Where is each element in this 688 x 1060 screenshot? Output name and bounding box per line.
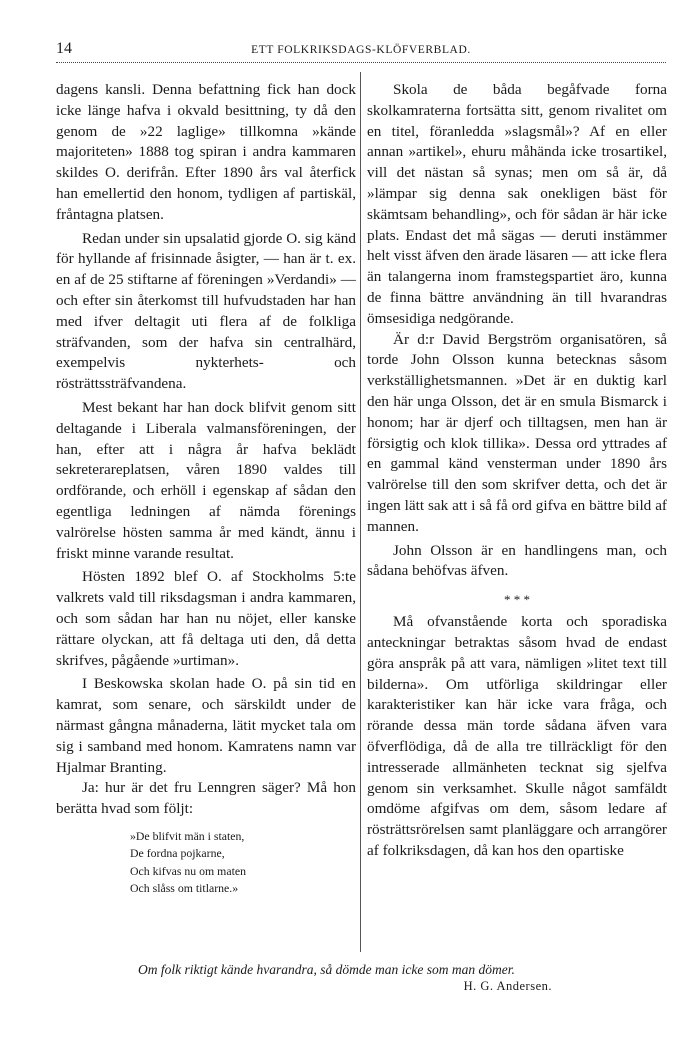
paragraph: dagens kansli. Denna befattning fick han dock icke länge hafva i okvald besittning, ty då den genom de »22 laglige» tillkomna »kände majoriteten» 1888 tog spiran i andra kammaren skildes O. derifrån. Efter 1890 års val återfick han emellertid den honom, tydligen af partiskäl, fråntagna platsen. bbox=[56, 81, 356, 223]
page-header bbox=[56, 40, 666, 63]
left-column bbox=[56, 80, 356, 898]
page-number: 14 bbox=[56, 40, 72, 57]
poem-line: De fordna pojkarne, bbox=[130, 846, 225, 861]
paragraph: Är d:r David Bergström organisatören, så torde John Olsson kunna betecknas såsom verkställighetsmannen. »Det är en duktig karl den här unga Olsson, det är en smula Bismarck i honom; har är djerf och tilltagsen, men han är försigtig och klok tillika». Dessa ord yttrades af en gammal känd vensterman under 1890 års valrörelse till den som skrifver detta, och det är ingen lätt sak att i så få ord gifva en bättre bild af mannen. bbox=[367, 330, 667, 535]
poem-line: Och kifvas nu om maten bbox=[130, 863, 246, 878]
paragraph: Skola de båda begåfvade forna skolkamraterna fortsätta sitt, genom rivalitet om en titel, föranledda »slagsmål»? Af en eller annan »artikel», ehuru måhända icke trosartikel, vill det nästan så synas; men om så är, då »lämpar sig denna sak onekligen bäst för skämtsam behandling», och för sådan är här icke plats. Endast det må sägas — deruti instämmer helt visst äfven den ärade läsaren — att icke flera än talangerna inom framstegspartiet äro, kunna de finna bättre användning än till hvarandras ömsesidiga nedgörande. bbox=[367, 81, 667, 327]
right-column bbox=[367, 80, 667, 862]
poem-line: »De blifvit män i staten, bbox=[130, 828, 245, 843]
paragraph: Mest bekant har han dock blifvit genom sitt deltagande i Liberala valmansföreningen, der han, efter att i några år hafva beklädt sekreterareplatsen, våren 1890 valdes till ordförande, och erhöll i egenskap af sådan den egentliga ledningen af nämda förenings valrörelse hösten samma år med kändt, ännu i friskt minne varande resultat. bbox=[56, 398, 356, 562]
section-separator: * * * bbox=[504, 592, 530, 608]
running-title: ETT FOLKRIKSDAGS-KLÖFVERBLAD. bbox=[251, 44, 471, 56]
footer-author: H. G. Andersen. bbox=[463, 979, 552, 993]
column-divider bbox=[360, 72, 361, 952]
paragraph: Redan under sin upsalatid gjorde O. sig känd för hyllande af frisinnade åsigter, — han är t. ex. en af de 25 stiftarne af föreningen »Verdandi» — och efter sin återkomst till hufvudstaden har han med ifver deltagit uti flera af de folkliga sträfvanden, som der hafva sin centralhärd, exempelvis nykterhets- och rösträttssträfvandena. bbox=[56, 229, 356, 393]
poem-line: Och slåss om titlarne.» bbox=[130, 881, 239, 896]
poem-quote bbox=[130, 828, 356, 898]
paragraph: I Beskowska skolan hade O. på sin tid en kamrat, som senare, och särskildt under de närmast gångna månaderna, lätit mycket tala om sig i samband med honom. Kamratens namn var Hjalmar Branting. bbox=[56, 675, 356, 776]
paragraph: Ja: hur är det fru Lenngren säger? Må hon berätta hvad som följt: bbox=[56, 779, 356, 818]
paragraph: John Olsson är en handlingens man, och sådana behöfvas äfven. bbox=[367, 541, 667, 580]
page-footer bbox=[138, 962, 608, 994]
paragraph: Må ofvanstående korta och sporadiska anteckningar betraktas såsom hvad de endast göra anspråk på att vara, nämligen »litet text till bilderna». Om utförliga skildringar eller karakteristiker kan här icke vara fråga, och rörande dessa män torde sådana äfven vara öfverflödiga, då de alla tre tillräckligt för den intresserade allmänheten tecknat sig sjelfva genom sin verksamhet. Skulle något samfäldt omdöme afgifvas om dem, såsom ledare af rösträttsrörelsen samt planläggare och arrangörer af folkriksdagen, då kan hos den opartiske bbox=[367, 613, 667, 859]
paragraph: Hösten 1892 blef O. af Stockholms 5:te valkrets vald till riksdagsman i andra kammaren, och som sådan har han nu nöjet, eller kanske rättare olyckan, att få deltaga uti den, då detta skrifves, pågående »urtiman». bbox=[56, 568, 356, 669]
footer-quote: Om folk riktigt kände hvarandra, så dömde man icke som man dömer. bbox=[138, 962, 515, 977]
